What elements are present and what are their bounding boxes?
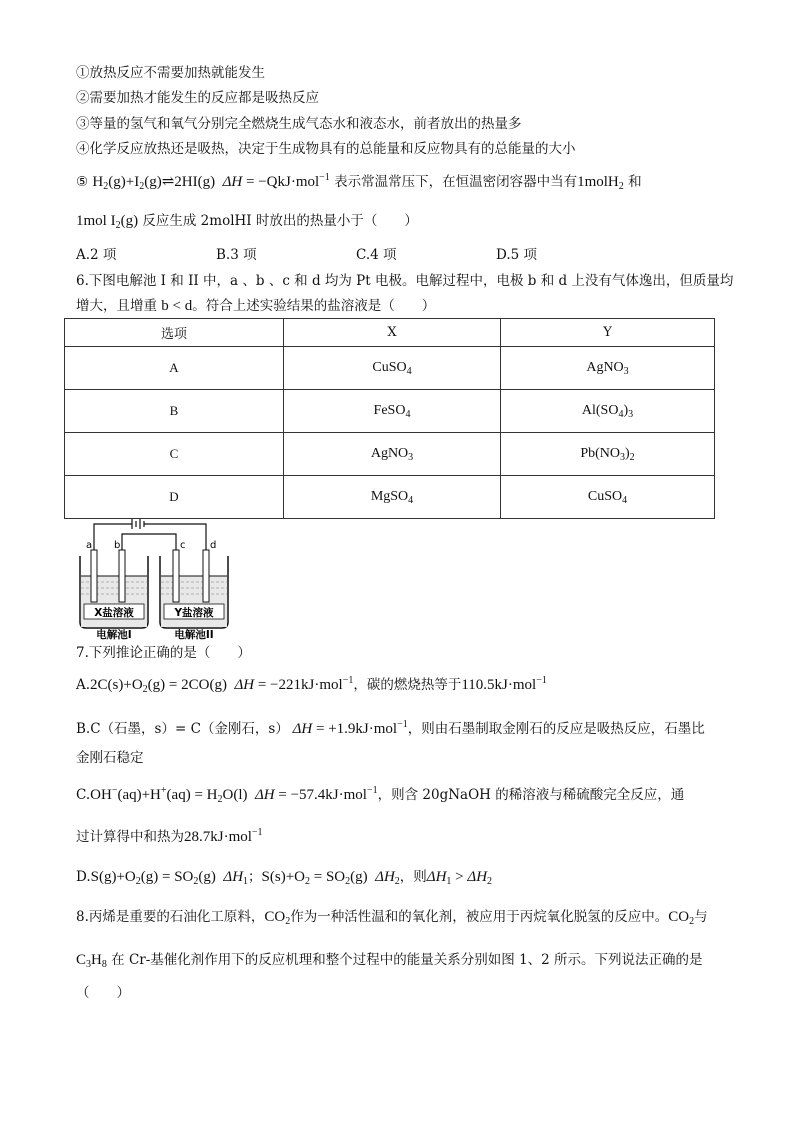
equation-h2-i2: $H_2(g)+I_2(g)\rightleftharpoons 2HI(g) \Delta H = -QkJ\cdot mol^{-1}$ bbox=[92, 172, 330, 192]
row-label: B bbox=[65, 390, 284, 433]
statement-3: ③等量的氢气和氧气分别完全燃烧生成气态水和液态水，前者放出的热量多 bbox=[76, 116, 522, 132]
q7-stem: 7.下列推论正确的是（ ） bbox=[76, 645, 251, 661]
table-header-option: 选项 bbox=[65, 319, 284, 347]
table-row bbox=[65, 433, 715, 476]
q5-option-a[interactable]: A.2 项 bbox=[76, 247, 117, 263]
x-salt: FeSO$_4$ bbox=[284, 390, 501, 433]
statement-5-line2 bbox=[76, 211, 418, 231]
q7-option-c[interactable]: $C.OH^-(aq)+H^+(aq) = H_2O(l) \Delta H = -57.4kJ\cdot mol^{-1}$，则含 20gNaOH 的稀溶液与稀硫酸完全反应，通 bbox=[76, 785, 685, 805]
y-salt: CuSO$_4$ bbox=[501, 476, 715, 519]
i2-quantity: 1mol $I_2(g)$ bbox=[76, 213, 139, 231]
statement-4: ④化学反应放热还是吸热，决定于生成物具有的总能量和反应物具有的总能量的大小 bbox=[76, 141, 576, 157]
table-header-x: X bbox=[284, 319, 501, 347]
q6-stem-line2: 增大，且增重 b < d。符合上述实验结果的盐溶液是（ ） bbox=[76, 298, 436, 314]
y-salt: AgNO$_3$ bbox=[501, 347, 715, 390]
electrolysis-diagram bbox=[72, 518, 232, 640]
q5-options bbox=[76, 245, 636, 265]
label-b: b bbox=[114, 540, 121, 551]
q8-stem-line2: $C_3H_8$ 在 Cr-基催化剂作用下的反应机理和整个过程中的能量关系分别如图 1、2 所示。下列说法正确的是 bbox=[76, 952, 703, 970]
q7-option-a[interactable]: $A.2C(s)+O_2(g) = 2CO(g) \Delta H = -221kJ\cdot mol^{-1}$，碳的燃烧热等于110.5kJ·mol$^{-1}$ bbox=[76, 675, 547, 695]
q7-option-c-line2: 过计算得中和热为28.7kJ·mol$^{-1}$ bbox=[76, 827, 263, 845]
statement-5-text: 表示常温常压下，在恒温密闭容器中当有 bbox=[334, 174, 578, 190]
table-row bbox=[65, 347, 715, 390]
row-label: A bbox=[65, 347, 284, 390]
electrode-d bbox=[203, 550, 209, 602]
label-a: a bbox=[86, 540, 93, 551]
x-salt: AgNO$_3$ bbox=[284, 433, 501, 476]
statement-5-and: 和 bbox=[628, 174, 642, 190]
battery-icon bbox=[94, 519, 206, 550]
statement-1: ①放热反应不需要加热就能发生 bbox=[76, 65, 265, 81]
q6-stem-line1: 6.下图电解池 I 和 II 中，a 、b 、c 和 d 均为 Pt 电极。电解过程中，电极 b 和 d 上没有气体逸出，但质量均 bbox=[76, 273, 734, 289]
q5-option-d[interactable]: D.5 项 bbox=[496, 247, 538, 263]
q8-stem-line1: 8.丙烯是重要的石油化工原料，$CO_2$作为一种活性温和的氧化剂，被应用于丙烷氧化脱氢的反应中。$CO_2$与 bbox=[76, 909, 708, 927]
q6-options-table bbox=[64, 318, 715, 519]
solution-x-label: X盐溶液 bbox=[94, 607, 134, 619]
label-c: c bbox=[180, 540, 186, 551]
statement-5 bbox=[76, 172, 642, 192]
electrode-a bbox=[91, 550, 97, 602]
cell-1-name: 电解池I bbox=[96, 629, 132, 640]
x-salt: MgSO$_4$ bbox=[284, 476, 501, 519]
statement-5-number: ⑤ bbox=[76, 174, 89, 190]
y-salt: $Al(SO_4)_3$ bbox=[501, 390, 715, 433]
statement-5-mol: 1molH$_2$ bbox=[577, 174, 624, 192]
statement-5-line2-text: 反应生成 2molHI 时放出的热量小于（ ） bbox=[142, 213, 418, 229]
table-row bbox=[65, 476, 715, 519]
q8-stem-line3: （ ） bbox=[76, 985, 130, 1001]
row-label: D bbox=[65, 476, 284, 519]
q7-option-b-line2: 金刚石稳定 bbox=[76, 750, 144, 766]
q7-option-b[interactable]: B.C（石墨，s）= C（金刚石，s） ΔH = +1.9kJ·mol$^{-1}$，则由石墨制取金刚石的反应是吸热反应，石墨比 bbox=[76, 719, 705, 737]
table-header-y: Y bbox=[501, 319, 715, 347]
y-salt: $Pb(NO_3)_2$ bbox=[501, 433, 715, 476]
cell-2-name: 电解池II bbox=[174, 629, 214, 640]
q5-option-b[interactable]: B.3 项 bbox=[216, 247, 257, 263]
electrode-b bbox=[119, 550, 125, 602]
row-label: C bbox=[65, 433, 284, 476]
table-row bbox=[65, 390, 715, 433]
electrode-c bbox=[173, 550, 179, 602]
x-salt: CuSO$_4$ bbox=[284, 347, 501, 390]
statement-2: ②需要加热才能发生的反应都是吸热反应 bbox=[76, 90, 319, 106]
table-header-row bbox=[65, 319, 715, 347]
label-d: d bbox=[210, 540, 217, 551]
solution-y-label: Y盐溶液 bbox=[174, 607, 214, 619]
q7-option-d[interactable]: $D.S(g)+O_2(g) = SO_2(g)$ $\Delta H_1$；$S(s)+O_2 = SO_2(g)$ $\Delta H_2$，则$\Delta H_1 > \Delta H_2$ bbox=[76, 869, 493, 887]
q5-option-c[interactable]: C.4 项 bbox=[356, 247, 397, 263]
